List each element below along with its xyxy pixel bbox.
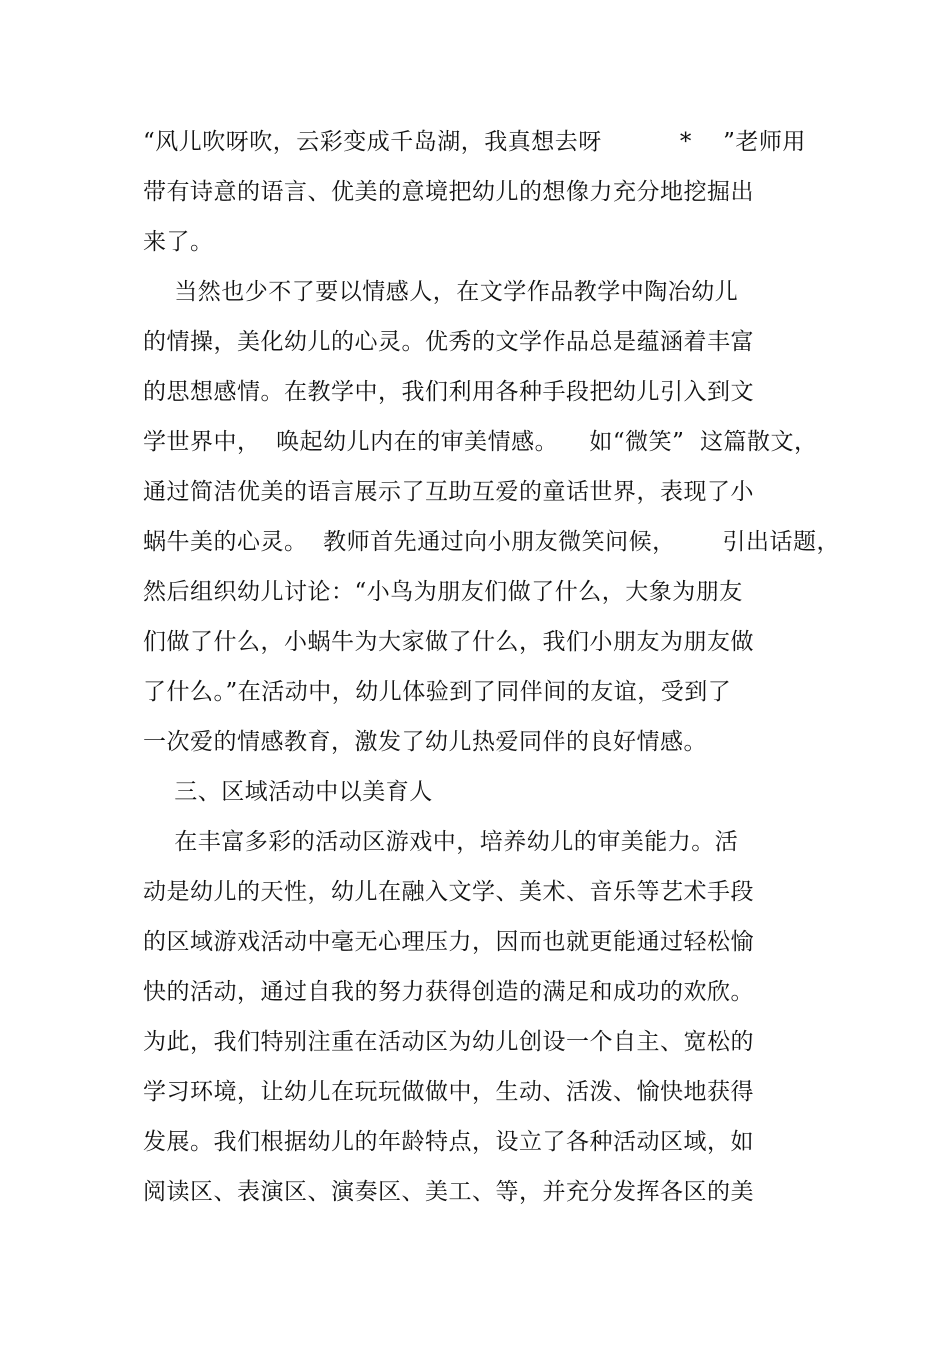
text-line: 的情操，美化幼儿的心灵。优秀的文学作品总是蕴涵着丰富: [143, 329, 754, 355]
text-line: 学世界中， 唤起幼儿内在的审美情感。 如“微笑” 这篇散文，: [143, 429, 818, 455]
text-line: 当然也少不了要以情感人，在文学作品教学中陶冶幼儿: [143, 279, 739, 305]
text-line: 一次爱的情感教育，激发了幼儿热爱同伴的良好情感。: [143, 729, 707, 755]
text-line: 为此，我们特别注重在活动区为幼儿创设一个自主、宽松的: [143, 1029, 754, 1055]
text-line: 了什么。”在活动中，幼儿体验到了同伴间的友谊，受到了: [143, 679, 732, 705]
section-heading: 三、区域活动中以美育人: [143, 779, 433, 805]
text-line: 带有诗意的语言、优美的意境把幼儿的想像力充分地挖掘出: [143, 179, 754, 205]
text-line: “风儿吹呀吹，云彩变成千岛湖，我真想去呀 * ”老师用: [143, 129, 806, 155]
text-line: 学习环境，让幼儿在玩玩做做中，生动、活泼、愉快地获得: [143, 1079, 754, 1105]
text-line: 然后组织幼儿讨论：“小鸟为朋友们做了什么，大象为朋友: [143, 579, 743, 605]
text-line: 来了。: [143, 229, 214, 255]
text-line: 通过简洁优美的语言展示了互助互爱的童话世界，表现了小: [143, 479, 754, 505]
text-line: 们做了什么，小蜗牛为大家做了什么，我们小朋友为朋友做: [143, 629, 754, 655]
text-line: 阅读区、表演区、演奏区、美工、等，并充分发挥各区的美: [143, 1179, 754, 1205]
text-line: 蜗牛美的心灵。 教师首先通过向小朋友微笑问候， 引出话题，: [143, 529, 840, 555]
text-line: 的思想感情。在教学中，我们利用各种手段把幼儿引入到文: [143, 379, 754, 405]
text-line: 发展。我们根据幼儿的年龄特点，设立了各种活动区域，如: [143, 1129, 754, 1155]
text-line: 的区域游戏活动中毫无心理压力，因而也就更能通过轻松愉: [143, 929, 754, 955]
text-line: 快的活动，通过自我的努力获得创造的满足和成功的欢欣。: [143, 979, 754, 1005]
text-line: 在丰富多彩的活动区游戏中，培养幼儿的审美能力。活: [143, 829, 739, 855]
text-line: 动是幼儿的天性，幼儿在融入文学、美术、音乐等艺术手段: [143, 879, 754, 905]
